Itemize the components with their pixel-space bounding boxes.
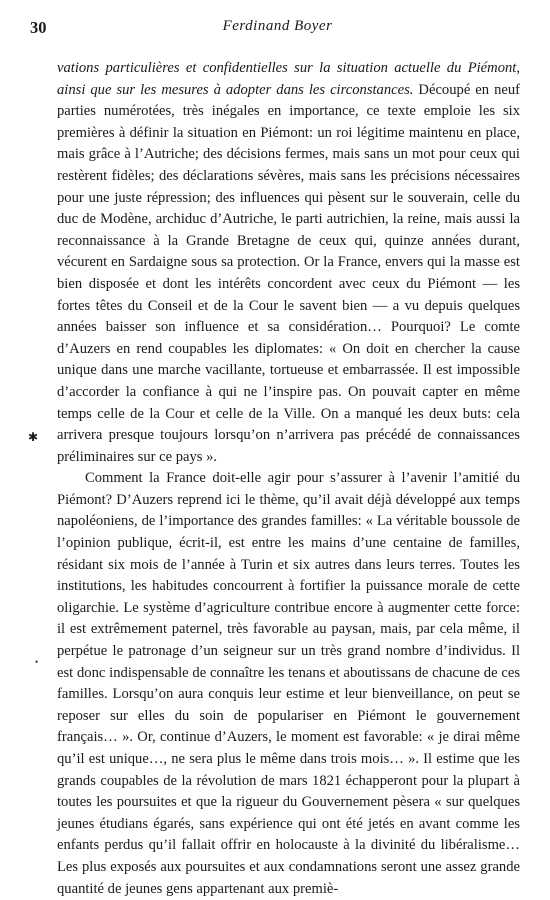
paragraph-1 [57,58,520,468]
body-text [57,58,520,900]
page-number: 30 [30,18,47,37]
page-header [30,18,525,42]
paragraph-2: Comment la France doit-elle agir pour s’assurer à l’avenir l’amitié du Piémont? D’Auzers reprend ici le thème, qu’il avait déjà développé aux temps napoléoniens, de l’importance des grandes familles: « La véritable boussole de l’opinion publique, écrit-il, est entre les mains d’une centaine de familles, résidant six mois de l’année à Turin et six autres dans leurs terres. Toutes les institutions, les habitudes concourrent à fortifier la puissance morale de cette oligarchie. Le système d’agriculture contribue encore à augmenter cette force: il est extrêmement paternel, très favorable au paysan, mais, par cela même, il perpétue le patronage d’un seigneur sur un très grand nombre d’individus. Il est donc indispensable de connaître les tenans et aboutissans de chacune de ces familles. Lorsqu’on aura conquis leur estime et leur bienveillance, on peut se reposer sur elles du soin de populariser en Piémont le gouvernement français… ». Or, continue d’Auzers, le moment est favorable: « je dirai même qu’il est unique…, ne sera plus le même dans trois mois… ». Il estime que les grands coupables de la révolution de mars 1821 échapperont pour la plupart à toutes les poursuites et que la rigueur du Gouvernement pèsera « sur quelques jeunes étudians égarés, sans expérience qui ont été jetés en avant comme les enfants perdus qu’il fallait offrir en holocauste à la divinité du libéralisme… Les plus exposés aux poursuites et aux condamnations seront une assez grande quantité de jeunes gens appartenant aux premiè- [57,470,520,897]
italic-quote: vations particulières et confidentielles sur la situation actuelle du Piémont, ainsi que sur les mesures à adopter dans les circonstances. [57,60,520,98]
running-title: Ferdinand Boyer [222,18,333,34]
paragraph-1-text: Découpé en neuf parties numérotées, très inégales en importance, ce texte emploie les six premières à définir la situation en Piémont: un roi légitime maintenu en place, mais grâce à l’Autriche; des décisions fermes, mais sans un mot pour ceux qui restèrent fidèles; des déclarations sévères, mais sans les précisions nécessaires pour une juste répression; des influences qui pèsent sur le souverain, celle du duc de Modène, archiduc d’Autriche, le parti autrichien, la reine, mais aussi la reconnaissance à la Grande Bretagne de ceux qui, quinze années durant, vécurent en Sardaigne sous sa protection. Or la France, envers qui la masse est bien disposée et dont les intérêts concordent avec ceux du Piémont — les fortes têtes du Conseil et de la Cour le savent bien — a vu depuis quelques années baisser son influence et sa considération… Pourquoi? Le comte d’Auzers en rend coupables les diplomates: « On doit en chercher la cause unique dans une marche vacillante, tortueuse et embarrassée. Il est impossible d’accorder la confiance à qui ne l’inspire pas. On pouvait capter en même temps celle de la Cour et celle de la Ville. On a manqué les deux buts: cela arrivera presque toujours lorsqu’on n’arrivera pas précédé de connaissances préliminaires sur ce pays ». [57,81,521,465]
margin-dot-mark: • [35,657,39,667]
margin-star-mark: ✱ [28,430,39,444]
